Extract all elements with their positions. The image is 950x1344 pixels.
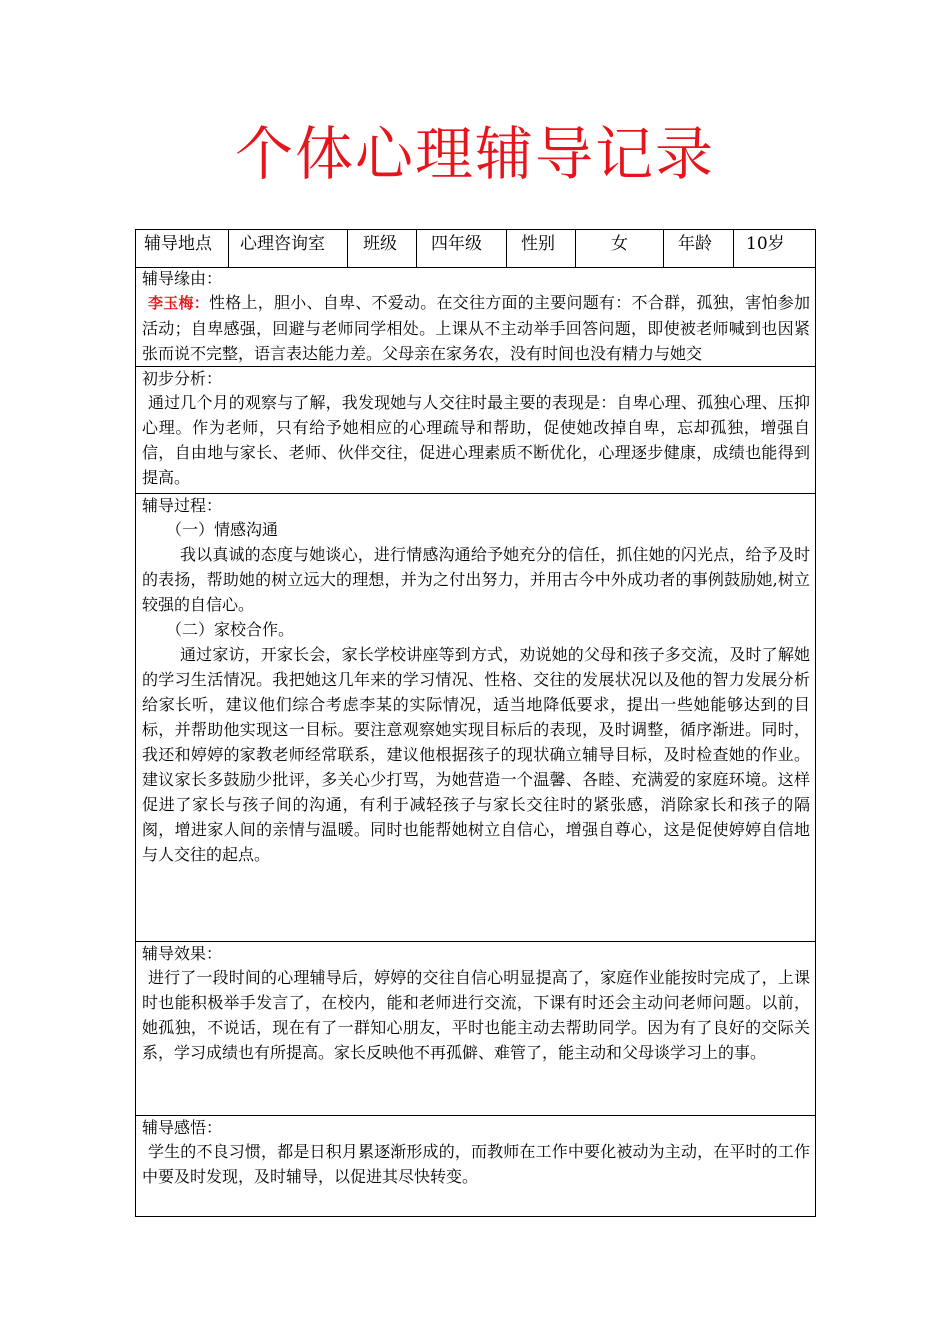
age-label: 年龄 xyxy=(664,230,734,267)
process-subheading-1: （一）情感沟通 xyxy=(166,520,279,539)
analysis-text: 通过几个月的观察与了解，我发现她与人交往时最主要的表现是：自卑心理、孤独心理、压抑心理。作为老师，只有给予她相应的心理疏导和帮助，促使她改掉自卑，忘却孤独，增强自信，自由地与家长、老师、伙伴交往，促进心理素质不断优化，心理逐步健康，成绩也能得到提高。 xyxy=(142,393,810,487)
reason-heading: 辅导缘由： xyxy=(142,269,223,288)
effect-heading: 辅导效果： xyxy=(142,944,223,963)
basic-info-row xyxy=(136,230,815,268)
class-label: 班级 xyxy=(348,230,417,267)
effect-section xyxy=(136,942,815,1116)
reason-section xyxy=(136,267,815,367)
student-name: 李玉梅： xyxy=(148,294,209,312)
reflection-section xyxy=(136,1116,815,1216)
reason-text xyxy=(142,290,810,366)
analysis-heading: 初步分析： xyxy=(142,369,223,388)
class-value: 四年级 xyxy=(417,230,507,267)
process-heading: 辅导过程： xyxy=(142,496,223,515)
gender-value: 女 xyxy=(576,230,664,267)
location-label: 辅导地点 xyxy=(136,230,229,267)
age-value: 10岁 xyxy=(746,234,785,254)
process-paragraph-2: 通过家访，开家长会，家长学校讲座等到方式，劝说她的父母和孩子多交流，及时了解她的学习生活情况。我把她这几年来的学习情况、性格、交往的发展状况以及他的智力发展分析给家长听，建议他们综合考虑李某的实际情况，适当地降低要求，提出一些她能够达到的目标，并帮助他实现这一目标。要注意观察她实现目标后的表现，及时调整，循序渐进。同时，我还和婷婷的家教老师经常联系，建议他根据孩子的现状确立辅导目标，及时检查她的作业。建议家长多鼓励少批评，多关心少打骂，为她营造一个温馨、各睦、充满爱的家庭环境。这样促进了家长与孩子间的沟通，有利于减轻孩子与家长交往时的紧张感，消除家长和孩子的隔阂，增进家人间的亲情与温暖。同时也能帮她树立自信心，增强自尊心，这是促使婷婷自信地与人交往的起点。 xyxy=(142,645,810,864)
analysis-section xyxy=(136,367,815,494)
page-title: 个体心理辅导记录 xyxy=(234,120,715,188)
process-paragraph-1: 我以真诚的态度与她谈心，进行情感沟通给予她充分的信任，抓住她的闪光点，给予及时的表扬，帮助她的树立远大的理想，并为之付出努力，并用古今中外成功者的事例鼓励她,树立较强的自信心。 xyxy=(142,545,810,614)
location-value: 心理咨询室 xyxy=(229,230,348,267)
reflection-text: 学生的不良习惯，都是日积月累逐渐形成的，而教师在工作中要化被动为主动，在平时的工作中要及时发现，及时辅导，以促进其尽快转变。 xyxy=(142,1142,810,1186)
reflection-heading: 辅导感悟： xyxy=(142,1118,223,1137)
counseling-record-form xyxy=(135,229,816,1217)
process-subheading-2: （二）家校合作。 xyxy=(166,620,295,639)
effect-text: 进行了一段时间的心理辅导后，婷婷的交往自信心明显提高了，家庭作业能按时完成了，上课时也能积极举手发言了，在校内，能和老师进行交流，下课有时还会主动问老师问题。以前，她孤独，不说话，现在有了一群知心朋友，平时也能主动去帮助同学。因为有了良好的交际关系，学习成绩也有所提高。家长反映他不再孤僻、难管了，能主动和父母谈学习上的事。 xyxy=(142,968,810,1062)
reason-body: 性格上，胆小、自卑、不爱动。在交往方面的主要问题有：不合群，孤独，害怕参加活动；自卑感强，回避与老师同学相处。上课从不主动举手回答问题，即使被老师喊到也因紧张而说不完整，语言表达能力差。父母亲在家务农，没有时间也没有精力与她交 xyxy=(142,293,810,363)
process-section xyxy=(136,494,815,942)
gender-label: 性别 xyxy=(507,230,576,267)
